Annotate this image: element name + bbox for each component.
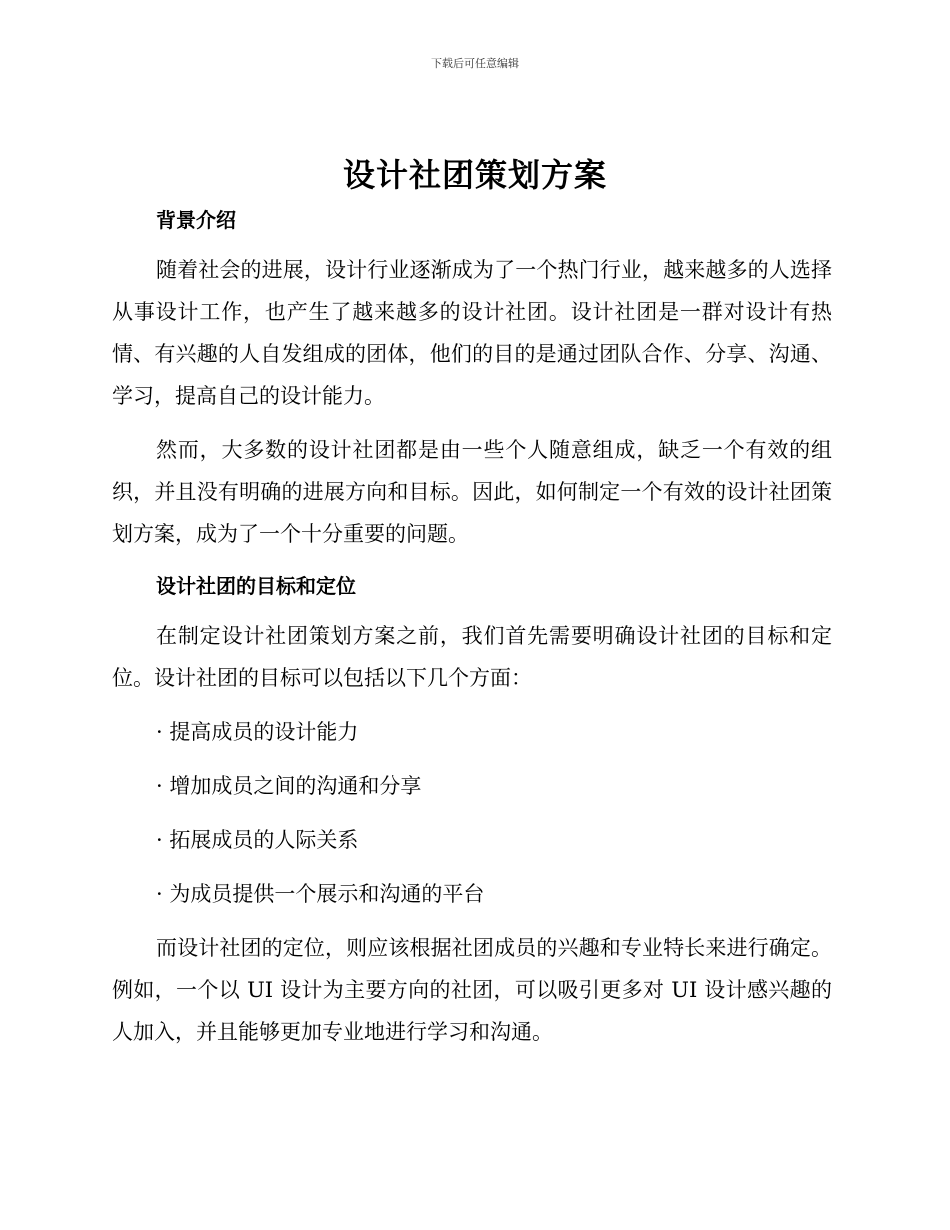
paragraph: 在制定设计社团策划方案之前，我们首先需要明确设计社团的目标和定位。设计社团的目标可以包括以下几个方面：	[112, 624, 832, 690]
paragraph: 而设计社团的定位，则应该根据社团成员的兴趣和专业特长来进行确定。例如，一个以 UI 设计为主要方向的社团，可以吸引更多对 UI 设计感兴趣的人加入，并且能够更加专业地进行学习和沟通。	[112, 936, 832, 1044]
list-item: · 为成员提供一个展示和沟通的平台	[156, 882, 485, 906]
document-title: 设计社团策划方案	[342, 156, 607, 194]
section-heading-goals: 设计社团的目标和定位	[156, 574, 356, 598]
list-item: · 增加成员之间的沟通和分享	[156, 774, 422, 798]
section-heading-background: 背景介绍	[156, 208, 236, 232]
list-item: · 拓展成员的人际关系	[156, 828, 359, 852]
paragraph: 随着社会的进展，设计行业逐渐成为了一个热门行业，越来越多的人选择从事设计工作，也产生了越来越多的设计社团。设计社团是一群对设计有热情、有兴趣的人自发组成的团体，他们的目的是通过团队合作、分享、沟通、学习，提高自己的设计能力。	[112, 258, 832, 408]
document-body	[112, 203, 832, 1053]
header-note: 下载后可任意编辑	[431, 57, 519, 70]
list-item: · 提高成员的设计能力	[156, 720, 359, 744]
paragraph: 然而，大多数的设计社团都是由一些个人随意组成，缺乏一个有效的组织，并且没有明确的进展方向和目标。因此，如何制定一个有效的设计社团策划方案，成为了一个十分重要的问题。	[112, 438, 832, 546]
